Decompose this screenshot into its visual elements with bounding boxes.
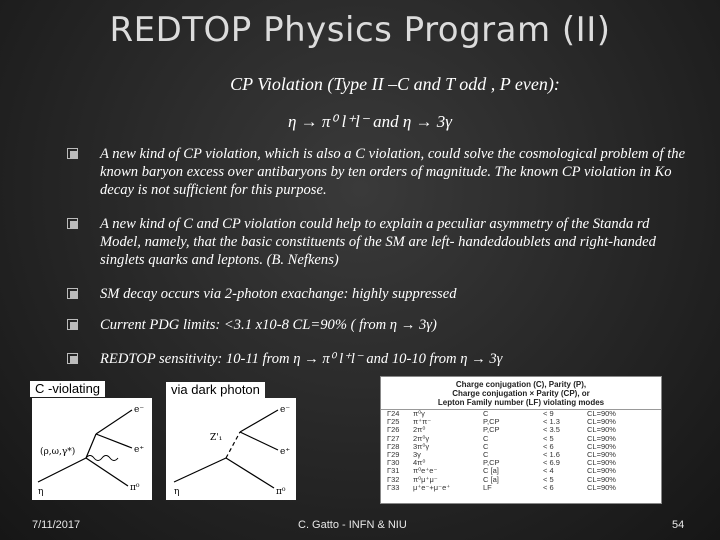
footer-author: C. Gatto - INFN & NIU	[298, 519, 407, 531]
svg-text:η: η	[38, 487, 44, 497]
table-cell: Γ28	[387, 441, 400, 451]
table-cell: < 5	[543, 474, 554, 484]
table-cell: CL=90%	[587, 409, 616, 418]
svg-text:π⁰: π⁰	[276, 487, 286, 497]
bullet-text: A new kind of CP violation, which is also a C violation, could solve the cosmological problem of the known baryon excess over antibaryons by ten orders of magnitude. The known CP violation in Ko decay is not sufficient for this purpose.	[100, 146, 686, 198]
table-cell: μ⁺e⁻+μ⁻e⁺	[413, 482, 451, 492]
table-cell: C	[483, 449, 489, 459]
table-cell: C [a]	[483, 474, 499, 484]
table-cell: P,CP	[483, 417, 500, 427]
table-cell: CL=90%	[587, 482, 616, 492]
table-cell: π⁰e⁺e⁻	[413, 466, 438, 476]
table-body	[381, 410, 661, 492]
table-cell: Γ31	[387, 466, 400, 476]
table-cell: < 9	[543, 409, 554, 418]
table-cell: C [a]	[483, 466, 499, 476]
table-cell: 3π⁰γ	[413, 441, 430, 451]
table-header-line: Charge conjugation (C), Parity (P),	[455, 380, 587, 389]
table-cell: CL=90%	[587, 449, 616, 459]
feynman-diagram-c-violating	[32, 398, 152, 500]
dark-photon-label: via dark photon	[166, 382, 265, 398]
c-violating-label: C -violating	[30, 381, 105, 397]
bullet-text: SM decay occurs via 2-photon exachange: highly suppressed	[100, 286, 457, 302]
svg-text:(ρ,ω,γ*): (ρ,ω,γ*)	[40, 447, 76, 457]
table-cell: < 5	[543, 433, 554, 443]
table-cell: CL=90%	[587, 458, 616, 468]
table-cell: Γ29	[387, 449, 400, 459]
table-cell: Γ27	[387, 433, 400, 443]
table-cell: π⁺π⁻	[413, 417, 432, 427]
table-cell: CL=90%	[587, 425, 616, 435]
feynman-diagram-dark-photon	[166, 398, 296, 500]
footer-date: 7/11/2017	[32, 519, 81, 531]
decay-line: η → π⁰ l⁺l⁻ and η → 3γ	[287, 112, 453, 131]
page-number: 54	[672, 519, 685, 531]
pdg-limits-table	[380, 376, 662, 504]
bullet-square-icon	[67, 218, 78, 229]
svg-text:e⁺: e⁺	[280, 447, 291, 457]
table-cell: Γ30	[387, 458, 400, 468]
table-cell: 4π⁰	[413, 458, 426, 468]
bullet-square-icon	[67, 288, 78, 299]
table-cell: Γ32	[387, 474, 400, 484]
table-cell: Γ24	[387, 409, 400, 418]
svg-text:η: η	[174, 487, 180, 497]
bullet-text: Current PDG limits: <3.1 x10-8 CL=90% ( from η → 3γ)	[100, 317, 437, 333]
slide-title: REDTOP Physics Program (II)	[109, 10, 611, 50]
table-cell: < 6	[543, 441, 554, 451]
bullet-text: REDTOP sensitivity: 10-11 from η → π⁰ l⁺l⁻ and 10-10 from η → 3γ	[100, 351, 503, 367]
table-cell: C	[483, 433, 489, 443]
table-cell: 2π⁰	[413, 425, 426, 435]
table-cell: CL=90%	[587, 474, 616, 484]
svg-text:π⁰: π⁰	[130, 483, 140, 493]
table-cell: Γ26	[387, 425, 400, 435]
table-row	[381, 443, 661, 451]
table-cell: Γ33	[387, 482, 400, 492]
table-cell: < 4	[543, 466, 554, 476]
table-cell: < 3.5	[543, 425, 560, 435]
table-cell: Γ25	[387, 417, 400, 427]
slide-subtitle: CP Violation (Type II –C and T odd , P even):	[230, 74, 560, 94]
svg-text:e⁺: e⁺	[134, 445, 145, 455]
bullet-text: A new kind of C and CP violation could help to explain a peculiar asymmetry of the Standa rd Model, namely, that the basic constituents of the SM are left- handeddoublets and right-handed singlets quarks and leptons. (B. Nefkens)	[100, 216, 656, 268]
table-cell: P,CP	[483, 458, 500, 468]
table-cell: CL=90%	[587, 417, 616, 427]
table-cell: P,CP	[483, 425, 500, 435]
svg-text:Z'₁: Z'₁	[210, 433, 223, 443]
table-cell: C	[483, 409, 489, 418]
bullet-square-icon	[67, 319, 78, 330]
table-cell: π⁰γ	[413, 409, 425, 418]
table-cell: CL=90%	[587, 441, 616, 451]
table-cell: < 6.9	[543, 458, 560, 468]
table-header	[381, 377, 661, 410]
table-header-line: Lepton Family number (LF) violating modes	[437, 398, 605, 407]
table-cell: π⁰μ⁺μ⁻	[413, 474, 438, 484]
table-cell: LF	[483, 482, 492, 492]
table-header-line: Charge conjugation × Parity (CP), or	[452, 389, 590, 398]
table-cell: < 6	[543, 482, 554, 492]
table-cell: < 1.3	[543, 417, 560, 427]
table-cell: C	[483, 441, 489, 451]
table-cell: 2π⁰γ	[413, 433, 430, 443]
table-row	[381, 484, 661, 492]
table-cell: < 1.6	[543, 449, 560, 459]
bullet-square-icon	[67, 148, 78, 159]
svg-text:e⁻: e⁻	[280, 405, 291, 415]
table-cell: CL=90%	[587, 433, 616, 443]
table-cell: CL=90%	[587, 466, 616, 476]
svg-text:e⁻: e⁻	[134, 405, 145, 415]
table-cell: 3γ	[413, 449, 421, 459]
bullet-square-icon	[67, 353, 78, 364]
